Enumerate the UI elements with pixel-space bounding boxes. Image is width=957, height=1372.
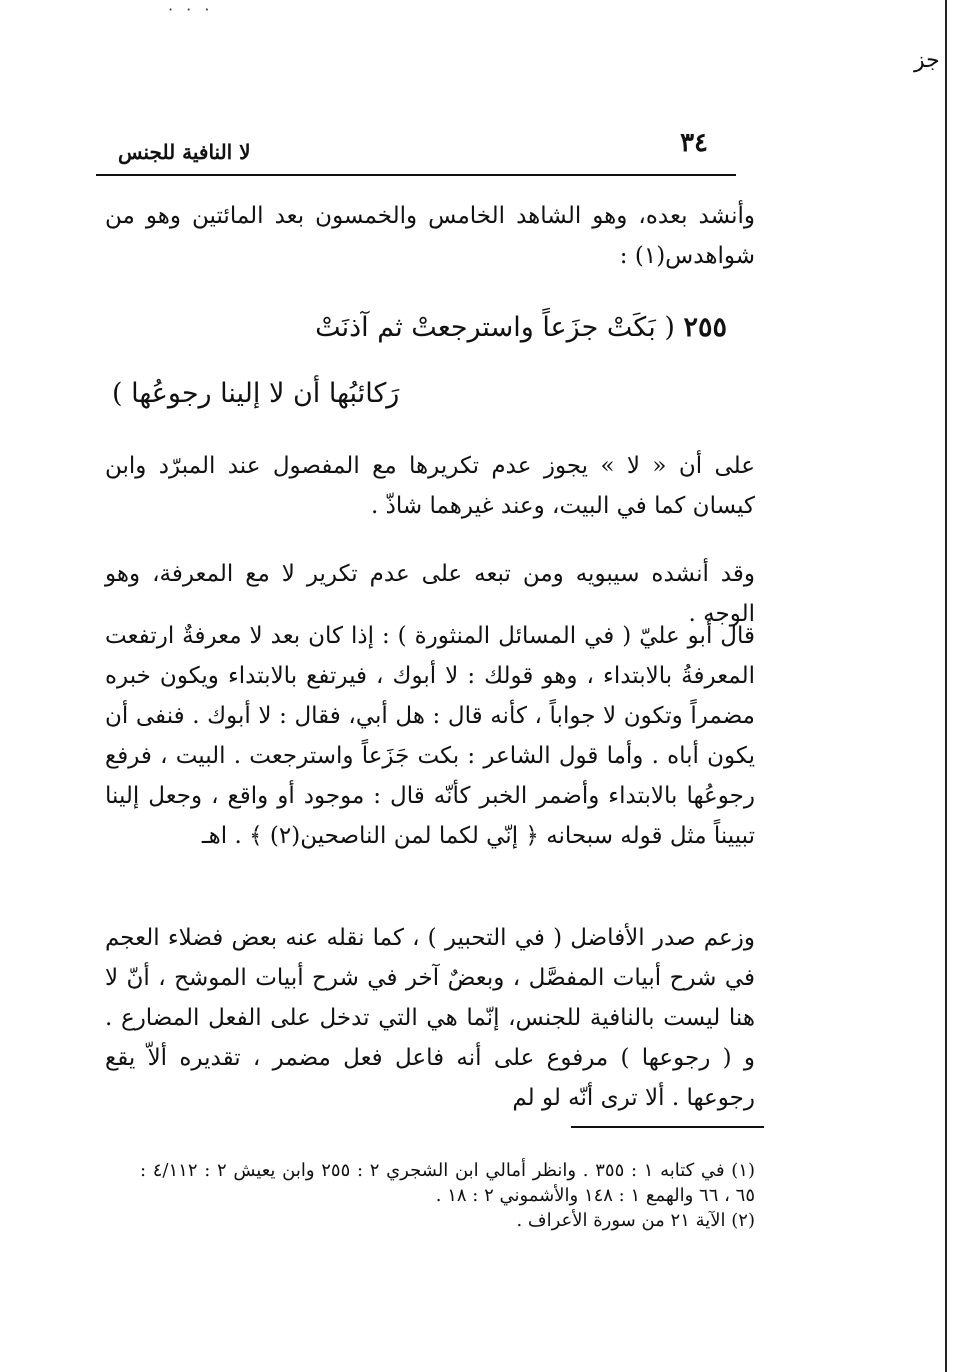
body-paragraph: قال أبو عليّ ( في المسائل المنثورة ) : إذا كان بعد لا معرفةٌ ارتفعت المعرفةُ بالابتداء ، وهو قولك : لا أبوك ، فيرتفع بالابتداء ويكون خبره مضمراً وتكون لا جواباً ، كأنه قال : هل أبي، فقال : لا أبوك . فنفى أن يكون أباه . وأما قول الشاعر : بكت جَزَعاً واسترجعت . البيت ، فرفع رجوعُها بالابتداء وأضمر الخبر كأنّه قال : موجود أو واقع ، وجعل إلينا تبييناً مثل قوله سبحانه ﴿ إنّي لكما لمن الناصحين(٢) ﴾ . اهـ xyxy=(105,623,755,849)
footnotes xyxy=(140,1158,755,1233)
footnote-1: (١) في كتابه ١ : ٣٥٥ . وانظر أمالي ابن الشجري ٢ : ٢٥٥ وابن يعيش ٢ : ٤/١١٢ : ٦٥ ، ٦٦ والهمع ١ : ١٤٨ والأشموني ٢ : ١٨ . xyxy=(140,1160,755,1206)
verse-line-1 xyxy=(315,312,727,343)
footnote-2: (٢) الآية ٢١ من سورة الأعراف . xyxy=(516,1210,755,1231)
page-edge-line xyxy=(945,0,947,1372)
intro-paragraph: وأنشد بعده، وهو الشاهد الخامس والخمسون بعد المائتين وهو من شواهدس(١) : xyxy=(105,203,755,269)
paragraph-block-1 xyxy=(105,446,755,526)
margin-mark: جز xyxy=(914,48,940,73)
top-dots: · · · xyxy=(168,0,214,19)
page-number: ٣٤ xyxy=(680,128,708,158)
body-paragraph: على أن « لا » يجوز عدم تكريرها مع المفصول عند المبرّد وابن كيسان كما في البيت، وعند غيرهما شاذّ . xyxy=(105,453,755,519)
paragraph-block-3 xyxy=(105,616,755,856)
running-title: لا النافية للجنس xyxy=(118,140,251,164)
header-rule xyxy=(96,174,736,176)
verse-hemistich-1: ( بَكَتْ جزَعاً واسترجعتْ ثم آذنَتْ xyxy=(315,312,675,343)
verse-number: ٢٥٥ xyxy=(683,312,727,343)
paragraph-block-4 xyxy=(105,918,755,1118)
verse-line-2 xyxy=(112,378,399,409)
body-paragraph: وزعم صدر الأفاضل ( في التحبير ) ، كما نقله عنه بعض فضلاء العجم في شرح أبيات المفصَّل ، وبعضٌ آخر في شرح أبيات الموشح ، أنّ لا هنا ليست بالنافية للجنس، إنّما هي التي تدخل على الفعل المضارع . و ( رجوعها ) مرفوع على أنه فاعل فعل مضمر ، تقديره ألاّ يقع رجوعها . ألا ترى أنّه لو لم xyxy=(105,925,755,1111)
footnote-rule xyxy=(571,1126,764,1128)
intro-block xyxy=(105,196,755,276)
page-header xyxy=(96,128,736,176)
body-paragraph: وقد أنشده سيبويه ومن تبعه على عدم تكرير لا مع المعرفة، وهو الوجه . xyxy=(105,561,755,627)
verse-hemistich-2: رَكائبُها أن لا إلينا رجوعُها ) xyxy=(112,378,400,409)
